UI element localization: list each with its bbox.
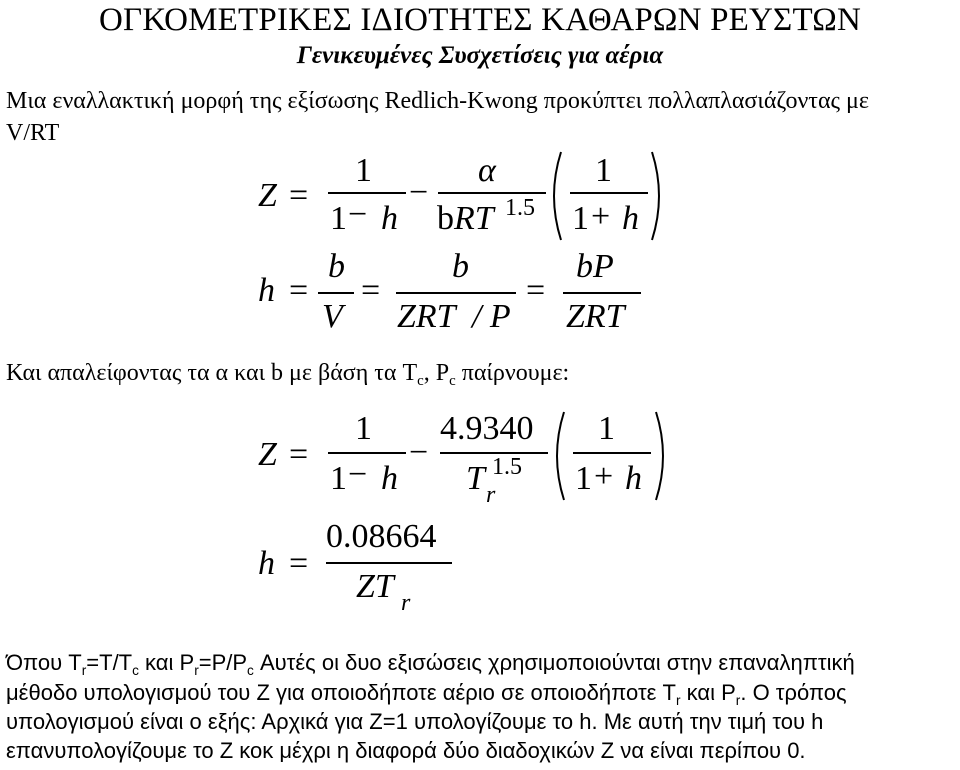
eq1-term1-numerator: 1 — [355, 152, 372, 189]
eq1-term3-bar — [570, 192, 648, 194]
eq3-equals: = — [289, 436, 309, 473]
eq1-term3-numerator: 1 — [595, 152, 612, 189]
eq1-lhs: Z — [258, 177, 277, 214]
eq3-term3-den-h: h — [625, 460, 642, 497]
page-title: ΟΓΚΟΜΕΤΡΙΚΕΣ ΙΔΙΟΤΗΤΕΣ ΚΑΘΑΡΩΝ ΡΕΥΣΤΩΝ — [99, 2, 861, 38]
eq4-den-subscript: r — [401, 590, 411, 616]
middle-sentence: Και απαλείφοντας τα α και b με βάση τα $T_c$, $P_c$ παίρνουμε: — [6, 360, 570, 390]
eq3-term1-den-one: 1 — [330, 460, 347, 497]
eq1-right-paren — [648, 150, 668, 242]
eq1-term1-den-minus: − — [348, 196, 368, 233]
eq1-term2-bar — [438, 192, 546, 194]
eq3-term1-den-h: h — [381, 460, 398, 497]
eq4-lhs: h — [258, 545, 275, 582]
eq1-term1-den-one: 1 — [330, 200, 347, 237]
intro-line-1: Μια εναλλακτική μορφή της εξίσωσης Redlich-Kwong προκύπτει πολλαπλασιάζοντας με — [6, 88, 869, 114]
eq4-bar — [326, 562, 452, 564]
eq2-equals-1: = — [289, 272, 309, 309]
eq2-equals-2: = — [361, 272, 381, 309]
closing-line-3: υπολογισμού είναι ο εξής: Αρχικά για Z=1 υπολογίζουμε το h. Με αυτή την τιμή του h — [6, 709, 824, 734]
eq3-term1-bar — [328, 452, 406, 454]
eq2-lhs: h — [258, 272, 275, 309]
eq3-term2-exponent: 1.5 — [492, 454, 522, 480]
eq1-term2-denominator: bRT — [437, 200, 494, 237]
eq2-frac2-denominator: ZRT / P — [397, 298, 511, 335]
eq1-term1-bar — [328, 192, 406, 194]
eq1-term1-den-h: h — [381, 200, 398, 237]
intro-line-2: V/RT — [6, 120, 60, 146]
eq3-term1-den-minus: − — [348, 456, 368, 493]
eq1-term3-den-plus: + — [591, 198, 611, 235]
eq3-lhs: Z — [258, 436, 277, 473]
closing-line-1: Όπου $T_r=T/T_c$ και $P_r=P/P_c$ Αυτές οι δυο εξισώσεις χρησιμοποιούνται στην επαναληπτική — [6, 650, 855, 678]
eq3-term2-den-T: T — [466, 460, 485, 497]
eq3-minus: − — [409, 434, 429, 471]
eq1-minus: − — [409, 174, 429, 211]
eq4-numerator: 0.08664 — [326, 518, 437, 555]
eq3-term2-den-subscript: r — [486, 482, 496, 508]
eq1-term3-den-h: h — [622, 200, 639, 237]
eq1-term3-den-one: 1 — [572, 200, 589, 237]
eq2-frac1-denominator: V — [322, 298, 343, 335]
eq2-equals-3: = — [526, 272, 546, 309]
eq2-frac2-bar — [396, 292, 516, 294]
eq2-frac1-bar — [318, 292, 354, 294]
eq2-frac3-denominator: ZRT — [566, 298, 625, 335]
closing-line-2: μέθοδο υπολογισμού του Z για οποιοδήποτε αέριο σε οποιοδήποτε $T_r$ και $P_r$. Ο τρόπος — [6, 680, 847, 708]
eq3-term3-bar — [573, 452, 651, 454]
eq3-term3-den-one: 1 — [575, 460, 592, 497]
eq1-term2-numerator: α — [478, 152, 496, 189]
eq3-term3-den-plus: + — [594, 458, 614, 495]
eq1-left-paren — [545, 150, 565, 242]
eq3-right-paren — [652, 410, 672, 502]
page-subtitle: Γενικευμένες Συσχετίσεις για αέρια — [296, 42, 664, 69]
eq4-den-ZT: ZT — [356, 568, 394, 605]
eq1-equals: = — [289, 177, 309, 214]
eq3-term1-numerator: 1 — [355, 410, 372, 447]
eq2-frac2-numerator: b — [452, 248, 469, 285]
closing-line-4: επανυπολογίζουμε το Z κοκ μέχρι η διαφορά δύο διαδοχικών Z να είναι περίπου 0. — [6, 738, 806, 763]
eq2-frac3-bar — [563, 292, 641, 294]
eq3-left-paren — [548, 410, 568, 502]
eq1-term2-exponent: 1.5 — [505, 195, 535, 221]
eq2-frac1-numerator: b — [328, 248, 345, 285]
eq3-term2-numerator: 4.9340 — [440, 410, 534, 447]
eq2-frac3-numerator: bP — [576, 248, 614, 285]
eq3-term3-numerator: 1 — [598, 410, 615, 447]
eq4-equals: = — [289, 545, 309, 582]
